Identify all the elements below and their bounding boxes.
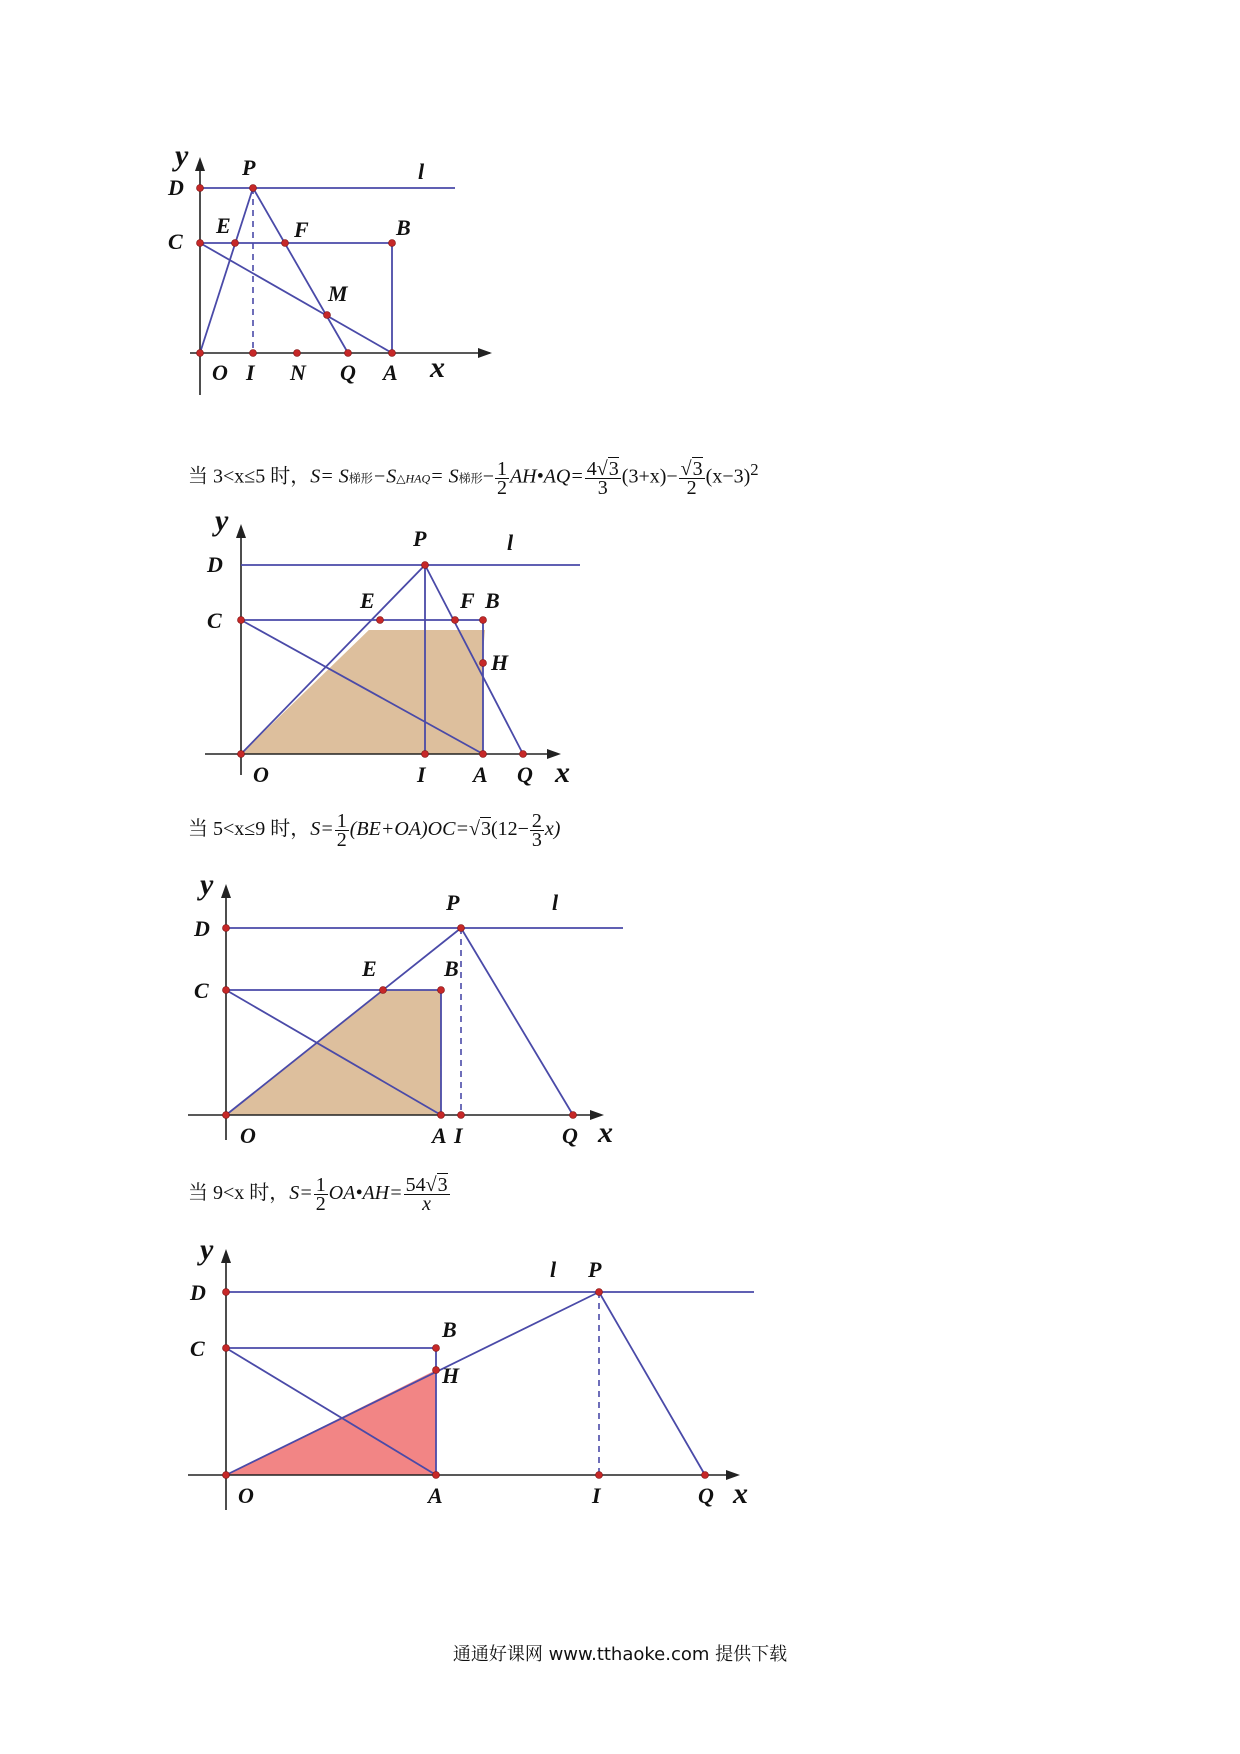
fig3-label-O: O (240, 1123, 256, 1148)
fig4-label-Q: Q (698, 1483, 714, 1508)
formula-3-part: S= (289, 1182, 313, 1205)
formula-2-condition: 当 5<x≤9 时， (188, 818, 311, 841)
formula-2-part: (BE+OA)OC= (349, 818, 469, 841)
formula-1-frac: $\frac{√3}{2}$ (680, 457, 703, 499)
formula-1-part: S= S (310, 465, 349, 488)
formula-1-sub: 梯形 (348, 471, 373, 486)
footer-attribution: 通通好课网 www.tthaoke.com 提供下载 (452, 1644, 788, 1665)
fig4-label-O: O (238, 1483, 254, 1508)
formula-2-part: S= (310, 818, 334, 841)
formula-1-frac: $\frac{4√3}{3}$ (586, 457, 619, 499)
formula-1-part: AH•AQ= (509, 465, 584, 488)
frac-num: 54 (405, 1174, 426, 1196)
fig4-label-P: P (588, 1257, 602, 1282)
figure-3 (178, 870, 628, 1155)
fig2-label-H: H (491, 650, 509, 675)
frac-num: 1 (315, 1174, 326, 1196)
fig4-label-H: H (442, 1363, 460, 1388)
fig4-label-A: A (428, 1483, 443, 1508)
frac-num: 4 (586, 457, 597, 480)
formula-2-part: x) (544, 818, 561, 841)
fig4-label-D: D (190, 1280, 206, 1305)
fig1-label-Q: Q (340, 360, 356, 385)
fig4-x-label: x (733, 1477, 748, 1510)
formula-2-part: (12− (490, 818, 529, 841)
fig1-label-E: E (216, 213, 231, 238)
fig2-label-P: P (413, 526, 427, 551)
formula-1-part: − (482, 465, 494, 488)
fig3-x-label: x (598, 1116, 613, 1149)
formula-1-frac (495, 457, 509, 499)
formula-2: 当 5<x≤9 时，S= $\frac{1}{2}$ (BE+OA)OC=√3(12− $\frac{2}{3}$ x) (188, 810, 561, 851)
fig1-x-label: x (430, 351, 445, 384)
fig2-label-C: C (207, 608, 222, 633)
fig3-label-D: D (194, 916, 210, 941)
fig3-label-P: P (446, 890, 460, 915)
frac-den: 2 (686, 476, 697, 499)
sqrt-arg: 3 (437, 1174, 448, 1196)
fig3-label-B: B (444, 956, 459, 981)
formula-1-sub: △HAQ (396, 471, 431, 486)
formula-3-frac: $\frac{54√3}{x}$ (405, 1174, 448, 1215)
formula-1-sup: 2 (750, 460, 759, 479)
fig4-y-label: y (200, 1233, 214, 1266)
fig3-label-C: C (194, 978, 209, 1003)
fig1-label-l: l (418, 159, 425, 184)
fig1-label-O: O (212, 360, 228, 385)
formula-1-condition: 当 3<x≤5 时， (188, 465, 311, 488)
formula-1 (188, 458, 759, 497)
frac-den: 2 (315, 1193, 326, 1215)
fig2-label-F: F (460, 588, 475, 613)
fig1-y-label: y (175, 139, 189, 172)
fig3-y-label: y (200, 868, 214, 901)
figure-2 (205, 504, 595, 795)
fig4-label-B: B (442, 1317, 457, 1342)
fig1-label-I: I (246, 360, 255, 385)
fig2-label-O: O (253, 762, 269, 787)
formula-1-part: (3+x)− (621, 465, 678, 488)
fig2-label-l: l (507, 530, 514, 555)
formula-2-frac (335, 812, 349, 849)
fig1-label-F: F (294, 217, 309, 242)
fig3-label-E: E (362, 956, 377, 981)
fig1-label-D: D (168, 175, 184, 200)
fig3-label-l: l (552, 890, 559, 915)
fig2-x-label: x (555, 756, 570, 789)
frac-den: 2 (336, 829, 347, 851)
fig2-label-Q: Q (517, 762, 533, 787)
formula-3 (188, 1176, 451, 1213)
formula-1-part: −S (372, 465, 397, 488)
frac-den: x (422, 1193, 432, 1215)
fig1-label-N: N (290, 360, 306, 385)
formula-1-part: (x−3) (705, 465, 751, 488)
sqrt-arg: 3 (480, 818, 491, 841)
formula-1-part: = S (430, 465, 459, 488)
fig3-label-I: I (454, 1123, 463, 1148)
fig2-label-B: B (485, 588, 500, 613)
formula-2-frac (530, 812, 544, 849)
fig1-label-A: A (383, 360, 398, 385)
frac-num: 2 (531, 810, 542, 832)
fig1-label-M: M (328, 281, 348, 306)
fig2-y-label: y (215, 504, 229, 537)
fig3-label-Q: Q (562, 1123, 578, 1148)
fig4-label-C: C (190, 1336, 205, 1361)
fig1-label-C: C (168, 229, 183, 254)
fig3-label-A: A (432, 1123, 447, 1148)
formula-1-sub: 梯形 (458, 471, 483, 486)
figure-4 (178, 1235, 758, 1525)
fig4-label-I: I (592, 1483, 601, 1508)
fig1-label-B: B (396, 215, 411, 240)
formula-3-condition: 当 9<x 时， (188, 1182, 290, 1205)
fig2-label-E: E (360, 588, 375, 613)
frac-den: 3 (531, 829, 542, 851)
sqrt-arg: 3 (692, 457, 703, 480)
formula-3-part: OA•AH= (328, 1182, 403, 1205)
frac-num: 1 (336, 810, 347, 832)
fig4-label-l: l (550, 1257, 557, 1282)
fig2-label-I: I (417, 762, 426, 787)
fig1-label-P: P (242, 155, 256, 180)
figure-1 (168, 139, 520, 440)
formula-3-frac (314, 1176, 328, 1213)
sqrt-arg: 3 (608, 457, 619, 480)
frac-den: 2 (496, 476, 507, 499)
fig2-label-D: D (207, 552, 223, 577)
fig2-label-A: A (473, 762, 488, 787)
frac-den: 3 (597, 476, 608, 499)
frac-num: 1 (496, 457, 507, 480)
